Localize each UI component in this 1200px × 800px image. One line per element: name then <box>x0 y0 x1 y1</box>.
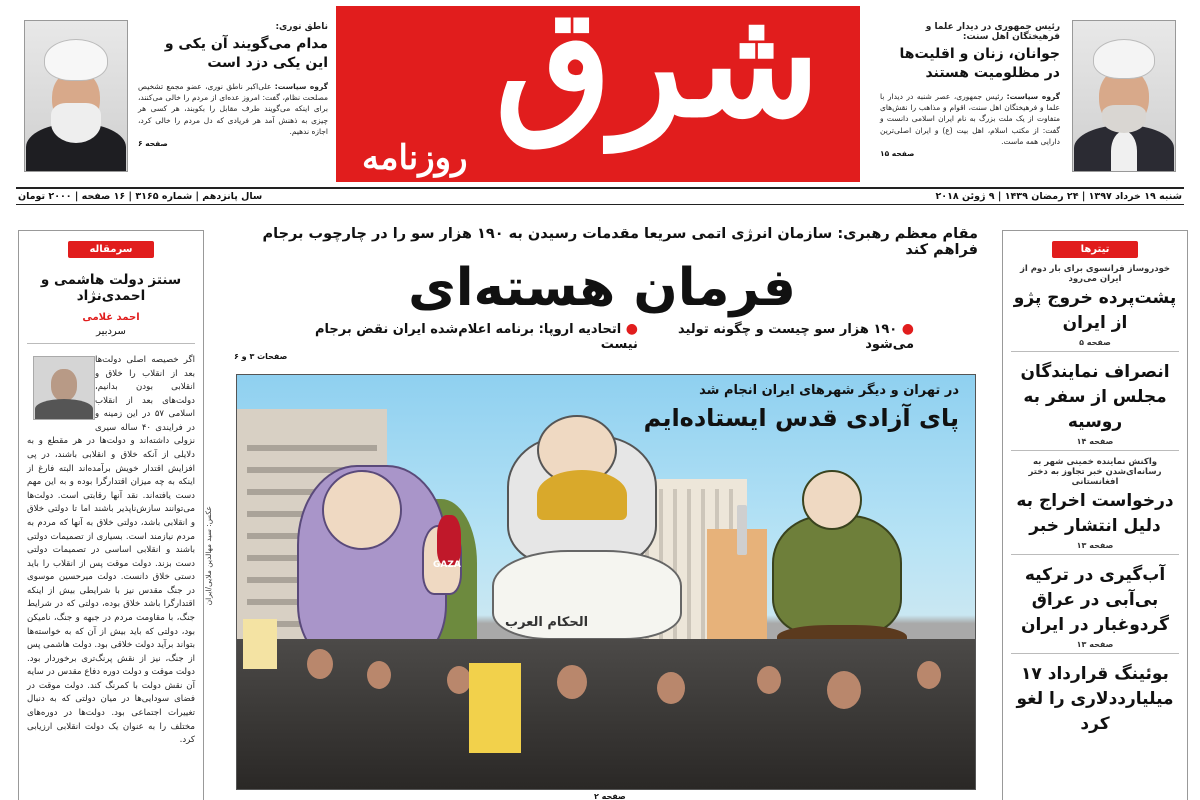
subhead-left[interactable] <box>290 321 638 352</box>
effigy-right <box>772 515 902 635</box>
headline-item[interactable] <box>1011 654 1179 740</box>
section-tag-editorial: سرمقاله <box>68 241 154 258</box>
author-shoulders <box>35 399 93 419</box>
page-ref[interactable]: صفحه ۱۴ <box>1076 437 1114 447</box>
protest-sign <box>469 663 521 753</box>
portrait-turban <box>1093 39 1155 79</box>
page-ref[interactable]: صفحه ۵ <box>1079 338 1111 348</box>
story-body <box>880 91 1060 147</box>
portrait-beard <box>51 103 101 143</box>
headline-text[interactable]: پشت‌پرده خروج پژو از ایران <box>1013 288 1177 333</box>
headline-text[interactable]: بوئینگ قرارداد ۱۷ میلیارددلاری را لغو کرد <box>1016 664 1174 734</box>
story-body-lead: گروه سیاست: <box>274 81 328 91</box>
story-kicker: ناطق نوری: <box>275 22 328 32</box>
issue-date: شنبه ۱۹ خرداد ۱۳۹۷ | ۲۴ رمضان ۱۴۳۹ | ۹ ژوئن ۲۰۱۸ <box>935 191 1182 202</box>
dateline-bar <box>16 187 1184 205</box>
newspaper-logo[interactable] <box>336 6 860 182</box>
portrait-photo-right[interactable] <box>1072 20 1176 172</box>
lead-kicker: مقام معظم رهبری: سازمان انرژی اتمی سریعا مقدمات رسیدن به ۱۹۰ هزار سو را در چارچوب برجام فراهم کند <box>262 226 978 258</box>
portrait-collar <box>1111 131 1137 171</box>
crowd-head <box>917 661 941 689</box>
story-body-text: رئیس جمهوری، عصر شنبه در دیدار با علما و فرهیختگان اهل سنت، اقوام و مذاهب را نقش‌های متفاوت از یک ملت بزرگ به نام ایران اسلامی دانست و گفت: از مکتب اسلام، اهل بیت (ع) و ایران اصلی‌ترین دارایی همه ماست. <box>880 91 1060 146</box>
crowd-head <box>757 666 781 694</box>
logo-main-text: شرق <box>495 6 820 151</box>
lead-story <box>204 226 986 800</box>
headline-text[interactable]: درخواست اخراج به دلیل انتشار خبر <box>1016 491 1174 536</box>
subhead-left-text: اتحادیه اروپا: برنامه اعلام‌شده ایران نقض برجام نیست <box>314 322 638 353</box>
masthead-story-right[interactable] <box>880 22 1060 158</box>
crowd-head <box>307 649 333 679</box>
photo-kicker: در تهران و دیگر شهرهای ایران انجام شد <box>699 383 959 398</box>
author-role: سردبیر <box>27 326 195 344</box>
issue-info: سال پانزدهم | شماره ۳۱۶۵ | ۱۶ صفحه | ۲۰۰۰ تومان <box>18 191 263 202</box>
blood-mark <box>437 515 461 565</box>
story-headline[interactable]: جوانان، زنان و اقلیت‌ها در مظلومیت هستند <box>899 46 1060 81</box>
photo-caption <box>644 383 959 432</box>
lead-headline[interactable]: فرمان هسته‌ای <box>408 258 796 318</box>
story-headline[interactable]: مدام می‌گویند آن یکی و این یکی دزد است <box>164 36 328 71</box>
knife <box>737 505 747 555</box>
author-name[interactable]: احمد غلامی <box>82 312 140 323</box>
headline-text[interactable]: آب‌گیری در ترکیه بی‌آبی در عراق گردوغبار در ایران <box>1021 565 1169 635</box>
lead-photo[interactable] <box>236 374 976 790</box>
subhead-right-text: ۱۹۰ هزار سو چیست و چگونه تولید می‌شود <box>677 322 914 353</box>
crowd-head <box>367 661 391 689</box>
lead-subheads <box>218 321 986 352</box>
story-kicker: رئیس جمهوری در دیدار علما و فرهیختگان اهل سنت: <box>925 22 1060 42</box>
page-ref[interactable]: صفحه ۱۳ <box>1076 541 1114 551</box>
photo-page-ref[interactable]: صفحه ۲ <box>594 792 626 800</box>
page-ref[interactable]: صفحه ۱۳ <box>1076 640 1114 650</box>
headline-kicker: واکنش نماینده خمینی شهر به رسانه‌ای‌شدن خبر تجاوز به دختر افغانستانی <box>1028 457 1162 488</box>
protest-sign <box>243 619 277 669</box>
editorial-title[interactable]: سنتز دولت هاشمی و احمدی‌نژاد <box>40 272 182 304</box>
portrait-turban <box>44 39 108 81</box>
story-body-text: علی‌اکبر ناطق نوری، عضو مجمع تشخیص مصلحت نظام، گفت: امروز عده‌ای از مردم را خالی می‌کنند، برای اینکه می‌گویند طرف مقابل را بکوبند، هر کسی هر چیزی به ذهنش آمد هر فریادی که دل مردم را خالی کرد، اجازه ندهیم. <box>138 81 328 136</box>
masthead <box>0 0 1200 186</box>
editorial-body <box>27 354 195 748</box>
portrait-beard <box>1102 105 1146 133</box>
crowd <box>237 639 975 789</box>
crowd-head <box>557 665 587 699</box>
crowd-head <box>657 672 685 704</box>
editorial-text: اگر خصیصه اصلی دولت‌ها بعد از انقلاب را خلاق و انقلابی بودن بدانیم، دولت‌های بعد از انقلاب اسلامی ۵۷ در این زمینه و در فرایندی ۴۰ ساله سیری نزولی داشته‌اند و دولت‌ها در هر مقطع و به دلایلی از آنکه خلاق و انقلابی باشند، در پی افزایش اقتدار خویش برآمده‌اند البته فارغ از اینکه به چه میزان اقتدارگرا بوده و به این مهم دست یافته‌اند. نقد آنها رقابتی است. دولت‌ها می‌توانند سازش‌ناپذیر باشند اما تا دولتی خلاق و انقلابی باشد، دولتی خلاق به آنها که مردم به مردم نیازمند است. بسیاری از تصمیمات دولتی باشند و انقلابی اساسی در تصمیمات دولتی دست بزند. دولت موقت پس از انقلاب را باید دستی خلاق دانست. دولت میرحسین موسوی در جنگ مقدس نیز با شرایطی بیش از اینکه اقتدارگرا باشد خلاق بوده، دولتی که در شرایط جنگ، با مقاومت مردم در جبهه و جنگ، نامیکن بود، دولتی که باید بیش از آن که به خواسته‌ها بتواند برآید دولت خلاقی بود. دولت هاشمی پس از جنگ، نیز از نقش پرنگ‌تری برخوردار بود. دولت موقت و دولت دوره دفاع مقدس در سایه آن نقش دولت با کمرنگ کند. دولت موقت در فضای سودایی‌ها در میان دولتی که به دنبال تغییرات اجتماعی بود. دولت‌ها در دوره‌های مختلف را به عنوان یک دولت انقلابی ارزیابی کرد. <box>27 355 195 746</box>
sign-text-arab: الحکام العرب <box>505 615 589 630</box>
story-body-lead: گروه سیاست: <box>1006 91 1061 101</box>
headline-kicker: خودروساز فرانسوی برای بار دوم از ایران می‌رود <box>1019 264 1171 284</box>
headline-item[interactable] <box>1011 555 1179 654</box>
subhead-right[interactable] <box>638 321 914 352</box>
author-photo <box>33 356 95 420</box>
story-body <box>138 81 328 137</box>
dome-model <box>537 470 627 520</box>
section-tag-headlines: تیترها <box>1052 241 1138 258</box>
portrait-photo-left[interactable] <box>24 20 128 172</box>
headline-item[interactable] <box>1011 451 1179 555</box>
lead-page-ref[interactable]: صفحات ۳ و ۶ <box>234 352 288 361</box>
author-face <box>51 369 77 401</box>
crowd-head <box>447 666 471 694</box>
headline-text[interactable]: انصراف نمایندگان مجلس از سفر به روسیه <box>1020 362 1170 432</box>
photo-credit: عکس: سید مهالدین ملایی/ایران <box>204 506 213 606</box>
bullet-icon: ● <box>625 321 638 338</box>
bullet-icon: ● <box>901 321 914 338</box>
story-page-ref[interactable]: صفحه ۶ <box>138 139 168 149</box>
photo-headline[interactable]: پای آزادی قدس ایستاده‌ایم <box>643 404 959 432</box>
story-page-ref[interactable]: صفحه ۱۵ <box>880 149 915 159</box>
effigy-right-head <box>802 470 862 530</box>
headlines-column <box>1002 230 1188 800</box>
sign-text-gaza: GAZA <box>433 560 461 570</box>
editorial-column <box>18 230 204 800</box>
effigy-left-head <box>322 470 402 550</box>
crowd-head <box>827 671 861 709</box>
headline-item[interactable] <box>1011 258 1179 352</box>
headline-item[interactable] <box>1011 352 1179 451</box>
masthead-story-left[interactable] <box>138 22 328 148</box>
logo-sub-text: روزنامه <box>362 138 468 178</box>
editorial-author <box>27 312 195 323</box>
